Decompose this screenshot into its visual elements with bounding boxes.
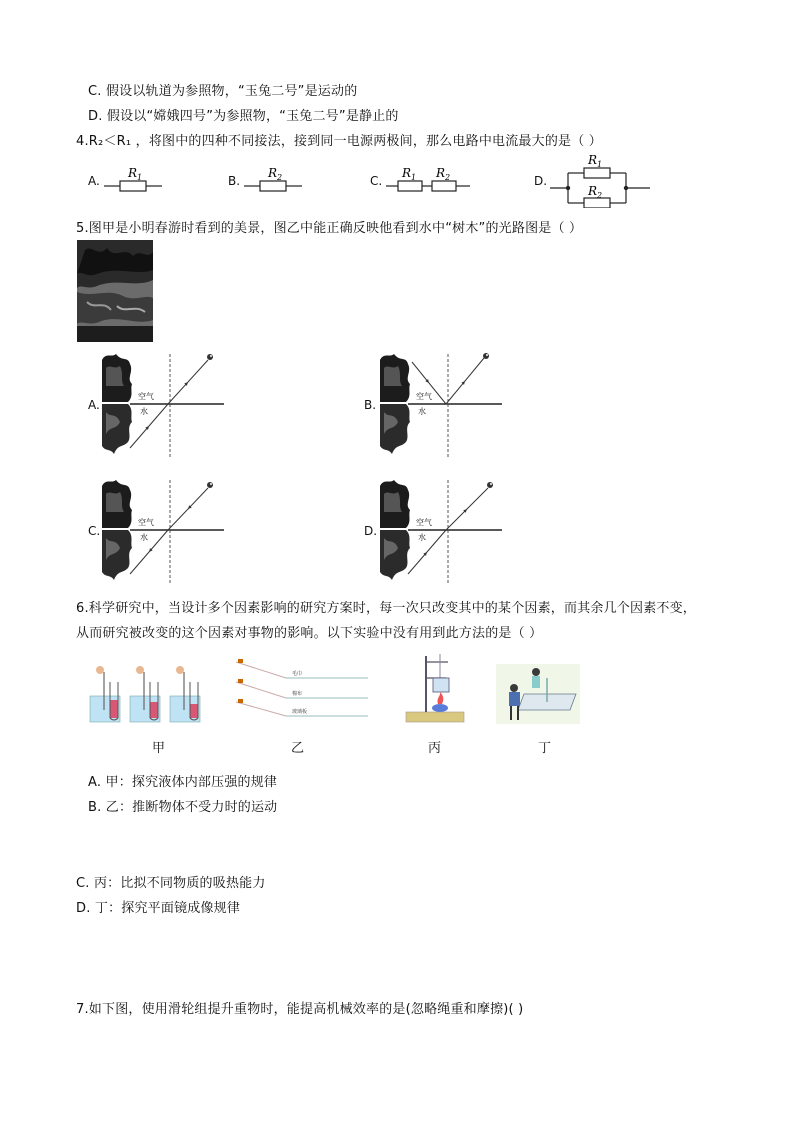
incline-experiment-figure: [232, 658, 372, 726]
r2-sub: 2: [277, 173, 283, 182]
caption-jia: 甲: [152, 741, 166, 756]
svg-text:R2: $R_2$: [436, 166, 451, 182]
svg-text:空气: 空气: [416, 518, 432, 527]
q4-option-b-label: B.: [228, 174, 241, 188]
svg-text:水: 水: [140, 533, 148, 542]
q5-option-b-label: B.: [364, 398, 377, 412]
svg-text:水: 水: [418, 533, 426, 542]
q7-stem: 7.如下图，使用滑轮组提升重物时，能提高机械效率的是(忽略绳重和摩擦)( ): [76, 1002, 524, 1017]
q4-circuit-c: [384, 164, 474, 196]
svg-text:R1: [127, 166, 142, 182]
svg-text:水: 水: [140, 407, 148, 416]
q4-stem: 4.R₂＜R₁ ，将图中的四种不同接法，接到同一电源两极间，那么电路中电流最大的是（ ）: [76, 134, 602, 149]
q5-option-a-label: A.: [88, 398, 100, 412]
pressure-experiment-figure: [88, 662, 216, 726]
surface-cotton: 棉布: [292, 691, 303, 697]
q4-circuit-b: [242, 164, 306, 196]
q5-stem: 5.图甲是小明春游时看到的美景，图乙中能正确反映他看到水中“树木”的光路图是（ ）: [76, 221, 583, 236]
r2-symbol: R: [268, 166, 278, 180]
q5-option-c-label: C.: [88, 524, 101, 538]
q6-stem-line2: 从而研究被改变的这个因素对事物的影响。以下实验中没有用到此方法的是（ ）: [76, 626, 543, 641]
q4-option-c-label: C.: [370, 174, 383, 188]
caption-yi: 乙: [291, 741, 305, 756]
surface-towel: 毛巾: [292, 671, 303, 677]
light-path-b: [378, 350, 508, 460]
caption-ding: 丁: [538, 741, 552, 756]
light-path-a: [100, 350, 230, 460]
mirror-experiment-figure: [496, 664, 580, 724]
q3-option-d: D. 假设以“嫦娥四号”为参照物，“玉兔二号”是静止的: [88, 109, 399, 124]
heating-experiment-figure: [400, 652, 470, 726]
light-path-c: [100, 476, 230, 586]
light-path-d: [378, 476, 508, 586]
q6-option-b: B. 乙：推断物体不受力时的运动: [88, 800, 278, 815]
surface-glass: 玻璃板: [292, 709, 308, 715]
q3-option-c: C. 假设以轨道为参照物，“玉兔二号”是运动的: [88, 84, 358, 99]
q6-option-d: D. 丁：探究平面镜成像规律: [76, 901, 241, 916]
svg-text:空气: 空气: [138, 518, 154, 527]
svg-text:R1: $R_1$: [402, 166, 417, 182]
svg-text:水: 水: [418, 407, 426, 416]
caption-bing: 丙: [428, 741, 442, 756]
svg-text:R2: $R_2$: [588, 184, 603, 200]
q6-option-a: A. 甲：探究液体内部压强的规律: [88, 775, 278, 790]
q4-circuit-a: [102, 164, 166, 196]
q4-option-a-label: A.: [88, 174, 100, 188]
q6-option-c: C. 丙：比拟不同物质的吸热能力: [76, 876, 266, 891]
q4-circuit-d: [548, 150, 654, 208]
svg-text:R2: [267, 166, 282, 182]
r1-symbol: R: [128, 166, 138, 180]
svg-text:空气: 空气: [138, 392, 154, 401]
scenery-photo: [77, 240, 153, 342]
q5-option-d-label: D.: [364, 524, 378, 538]
svg-text:R1: $R_1$: [588, 153, 603, 169]
q4-option-d-label: D.: [534, 174, 548, 188]
q6-stem-line1: 6.科学研究中，当设计多个因素影响的研究方案时，每一次只改变其中的某个因素，而其余几个因素不变，: [76, 601, 697, 616]
r1-sub: 1: [137, 173, 143, 182]
svg-text:空气: 空气: [416, 392, 432, 401]
